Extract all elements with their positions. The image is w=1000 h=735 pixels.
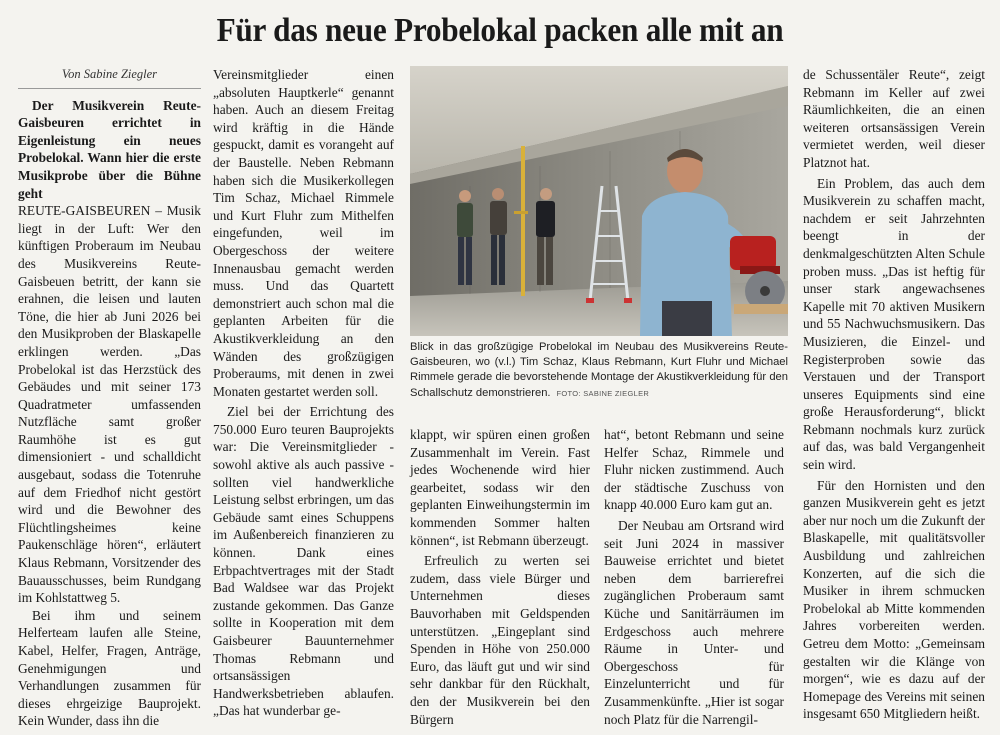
paragraph: hat“, betont Rebmann und seine Helfer Schaz, Rimmele und Fluhr nicken zustimmend. Auch der städtische Zuschuss von knapp 40.000 Euro kam gut an. xyxy=(604,427,784,513)
paragraph: klappt, wir spüren einen großen Zusammenhalt im Verein. Fast jedes Wochenende wird hier gearbeitet, sodass wir den geplanten Einweihungstermin im kommenden Sommer halten können“, ist Rebmann überzeugt. xyxy=(410,427,590,548)
paragraph: Der Neubau am Ortsrand wird seit Juni 2024 in massiver Bauweise errichtet und bietet neben dem barrierefrei zugänglichen Proberaum samt Küche und Sanitärräumen im Erdgeschoss auch mehrere Räume in Unter- und Obergeschoss für Einzelunterricht und für Zusammenkünfte. „Hier ist sogar noch Platz für die Narrengil- xyxy=(604,517,784,727)
headline: Für das neue Probelokal packen alle mit an xyxy=(216,12,784,49)
paragraph: Ein Problem, das auch dem Musikverein zu schaffen macht, nachdem er seit Jahrzehnten beengt in der denkmalgeschützten Alten Schule proben muss. „Das ist heftig für unser stark angewachsenes Kapelle mit 70 aktiven Musikern und 55 Nachwuchsmusikern. Das Musizieren, die Einzel- und Registerproben sowie das Verstauen und der Transport unseres Equipments sind eine große Herausforderung“, blickt Rebmann nochmals kurz zurück auf das, was bald Vergangenheit sein wird. xyxy=(803,175,985,473)
column-2 xyxy=(213,66,394,720)
paragraph: Erfreulich zu werten sei zudem, dass viele Bürger und Unternehmen dieses Bauvorhaben mit Geldspenden unterstützen. „Eingeplant sind Spenden in Höhe von 250.000 Euro, das läuft gut und wir sind sehr dankbar für den Rückhalt, den der Musikverein bei den Bürgern xyxy=(410,553,590,727)
paragraph: Ziel bei der Errichtung des 750.000 Euro teuren Bauprojekts war: Die Vereinsmitglieder - sowohl aktive als auch passive - sollten viel handwerkliche Leistung selbst erbringen, um das Gebäude samt eines Schuppens im Außenbereich finanzieren zu können. Dank eines Erbpachtvertrages mit der Stadt Bad Waldsee war das Projekt zustande gekommen. Das Ganze sollte in Kooperation mit dem Gaisbeurer Bauunternehmer Thomas Rebmann und ortsansässigen Handwerksbetrieben ablaufen. „Das hat wunderbar ge- xyxy=(213,404,394,719)
paragraph: REUTE-GAISBEUREN – Musik liegt in der Luft: Wer den künftigen Proberaum im Neubau des Musikvereins Reute-Gaisbeuen betritt, der kann sie erahnen, die leisen und lauten Töne, die hier ab Juni 2026 bei den Musikproben der Blaskapelle erklingen werden. „Das Probelokal ist das Herzstück des Gebäudes und mit seiner 173 Quadratmeter umfassenden Nutzfläche samt großer Raumhöhe ist es gut dimensioniert - und schalldicht ausgebaut, sodass die Totenruhe auf dem Friedhof nicht gestört wird und die Bewohner des Flüchtlingsheimes keine Paukenschläge hören“, erläutert Klaus Rebmann, Vorsitzender des Bauausschusses, beim Rundgang im Kohlstattweg 5. xyxy=(18,203,201,606)
paragraph: Bei ihm und seinem Helferteam laufen alle Steine, Kabel, Helfer, Fragen, Anträge, Genehmigungen und Verhandlungen zusammen für dieses ehrgeizige Bauprojekt. Kein Wunder, dass ihn die xyxy=(18,607,201,729)
caption-text: Blick in das großzügige Probelokal im Neubau des Musikvereins Reute-Gaisbeuren, wo (v.l.) Tim Schaz, Klaus Rebmann, Kurt Fluhr und Michael Rimmele gerade die bevorstehende Montage der Akustikverkleidung für den Schallschutz demonstrieren. xyxy=(410,341,788,399)
paragraph: Vereinsmitglieder einen „absoluten Hauptkerle“ genannt haben. Auch an diesem Freitag wird kräftig in die Hände gespuckt, damit es vorangeht auf der Baustelle. Neben Rebmann haben sich die Musikerkollegen Tim Schaz, Michael Rimmele und Kurt Fluhr zum Mithelfen eingefunden, weil im Obergeschoss der weitere Innenausbau gemacht werden muss. Und das Quartett demonstriert auch schon mal die geplanten Arbeiten für die Akustikverkleidung an den Wänden des großzügigen Proberaums, mit denen in zwei Monaten gestartet werden soll. xyxy=(213,67,394,399)
byline: Von Sabine Ziegler xyxy=(18,66,201,89)
photo-caption xyxy=(410,340,788,401)
article-photo xyxy=(410,66,788,336)
column-5 xyxy=(803,66,985,723)
lead-paragraph: Der Musikverein Reute-Gaisbeuren errichtet in Eigenleistung ein neues Probelokal. Wann hier die erste Musikprobe über die Bühne geht xyxy=(18,97,201,201)
column-3 xyxy=(410,426,590,728)
photo-illustration xyxy=(410,66,788,336)
photo-credit: FOTO: SABINE ZIEGLER xyxy=(556,388,650,398)
paragraph: de Schussentäler Reute“, zeigt Rebmann im Keller auf zwei Räumlichkeiten, die an einen weiteren ortsansässigen Verein vermietet werden, weil dieser Platznot hat. xyxy=(803,67,985,170)
paragraph: Für den Hornisten und den ganzen Musikverein geht es jetzt aber nur noch um die Zukunft der Blaskapelle, mit qualitätsvoller Ausbildung und zahlreichen Konzerten, auf die sich die Musiker in ihrem schmucken Probelokal ab Mitte kommenden Jahres vorbereiten werden. Getreu dem Motto: „Gemeinsam gestalten wir die Klänge von morgen“, wie es dazu auf der Homepage des Vereins mit seinen insgesamt 650 Mitgliedern heißt. xyxy=(803,477,985,722)
column-4 xyxy=(604,426,784,728)
column-1 xyxy=(18,66,201,730)
